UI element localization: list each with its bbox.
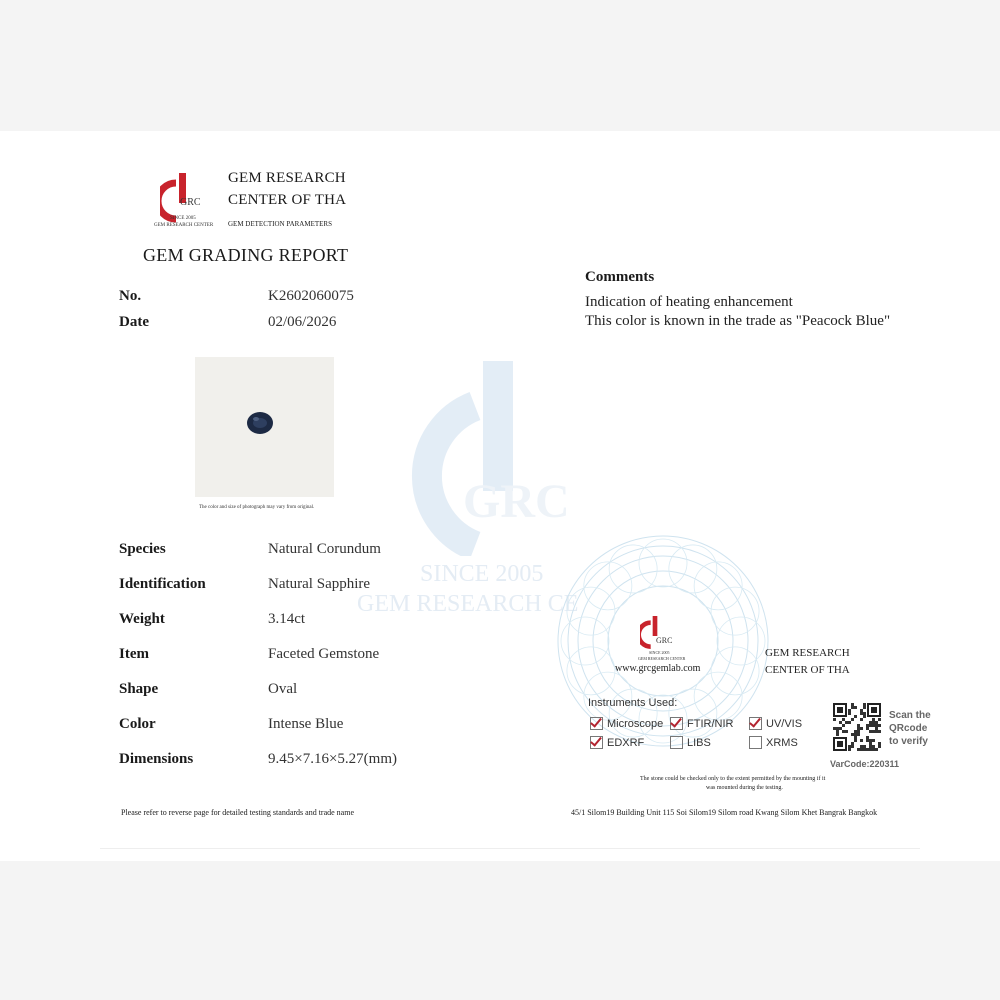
detail-row — [119, 716, 439, 740]
instrument-checkbox — [670, 717, 683, 730]
bottom-rule — [100, 848, 920, 849]
detail-label: Item — [119, 646, 149, 662]
instrument-checkbox — [670, 736, 683, 749]
comments-line1: Indication of heating enhancement — [585, 294, 793, 310]
detail-row — [119, 576, 439, 600]
instrument-label: UV/VIS — [766, 717, 803, 730]
report-date-label: Date — [119, 314, 149, 330]
instrument-item — [670, 736, 711, 749]
instrument-checkbox — [590, 736, 603, 749]
detail-label: Color — [119, 716, 156, 732]
watermark-since: SINCE 2005 — [420, 561, 544, 587]
org-name-line1: GEM RESEARCH — [228, 170, 346, 186]
report-card — [0, 131, 1000, 861]
report-title: GEM GRADING REPORT — [143, 245, 349, 265]
seal-website: www.grcgemlab.com — [615, 663, 701, 674]
detail-label: Dimensions — [119, 751, 194, 767]
instrument-label: EDXRF — [607, 736, 645, 749]
watermark-name: GEM RESEARCH CE — [357, 591, 579, 617]
detail-value: Intense Blue — [268, 716, 344, 732]
detail-row — [119, 646, 439, 670]
detail-value: Natural Corundum — [268, 541, 381, 557]
detail-value: 9.45×7.16×5.27(mm) — [268, 751, 397, 767]
report-no-label: No. — [119, 288, 142, 304]
seal-since: SINCE 2005 — [649, 650, 670, 655]
comments-title: Comments — [585, 269, 655, 285]
instruments-title: Instruments Used: — [588, 697, 678, 709]
disclaimer-line1: The stone could be checked only to the extent permitted by the mounting if it — [640, 776, 826, 782]
instrument-item — [749, 736, 798, 749]
qr-code-icon — [833, 703, 881, 751]
comments-line2: This color is known in the trade as "Peacock Blue" — [585, 313, 891, 329]
detail-row — [119, 541, 439, 565]
qr-scan-line1: Scan the — [889, 710, 931, 721]
detail-label: Weight — [119, 611, 165, 627]
instrument-item — [590, 736, 644, 749]
org-name-line2: CENTER OF THA — [228, 192, 347, 208]
instrument-checkbox — [749, 736, 762, 749]
header-logo-since: SINCE 2005 — [170, 216, 196, 221]
detail-label: Identification — [119, 576, 206, 592]
instrument-label: Microscope — [607, 717, 664, 730]
detail-label: Shape — [119, 681, 159, 697]
qr-scan-line2: QRcode — [889, 723, 928, 734]
detail-value: Oval — [268, 681, 298, 697]
header-logo-sub: GEM RESEARCH CENTER — [154, 223, 214, 228]
qr-scan-line3: to verify — [889, 736, 928, 747]
detail-value: Faceted Gemstone — [268, 646, 380, 662]
instrument-item — [749, 717, 802, 730]
header-logo-text: GRC — [180, 197, 201, 208]
instrument-label: XRMS — [766, 736, 798, 749]
gem-stone-icon — [245, 410, 275, 436]
photo-caption: The color and size of photograph may vary from original. — [199, 505, 315, 510]
seal-sub: GEM RESEARCH CENTER — [638, 656, 686, 661]
detail-row — [119, 751, 439, 775]
report-no-value: K2602060075 — [268, 288, 354, 304]
footer-left-note: Please refer to reverse page for detailed testing standards and trade name — [121, 808, 355, 817]
detail-row — [119, 611, 439, 635]
watermark-text: GRC — [463, 475, 570, 528]
report-date-value: 02/06/2026 — [268, 314, 337, 330]
instrument-item — [670, 717, 733, 730]
instrument-item — [590, 717, 663, 730]
detail-value: Natural Sapphire — [268, 576, 371, 592]
header-logo — [154, 171, 220, 231]
address: 45/1 Silom19 Building Unit 115 Soi Silom19 Silom road Kwang Silom Khet Bangrak Bangkok — [571, 808, 878, 817]
detail-row — [119, 681, 439, 705]
instrument-checkbox — [590, 717, 603, 730]
disclaimer-line2: was mounted during the testing. — [706, 785, 783, 791]
seal-logo-text: GRC — [656, 636, 673, 645]
instrument-checkbox — [749, 717, 762, 730]
seal-logo — [640, 614, 700, 664]
seal-org-line1: GEM RESEARCH — [765, 647, 850, 659]
instrument-label: LIBS — [687, 736, 711, 749]
seal-org-line2: CENTER OF THA — [765, 664, 850, 676]
gem-photo — [195, 357, 334, 497]
detail-label: Species — [119, 541, 166, 557]
var-code: VarCode:220311 — [830, 759, 900, 769]
instrument-label: FTIR/NIR — [687, 717, 734, 730]
detail-value: 3.14ct — [268, 611, 306, 627]
org-name-line3: GEM DETECTION PARAMETERS — [228, 220, 332, 228]
